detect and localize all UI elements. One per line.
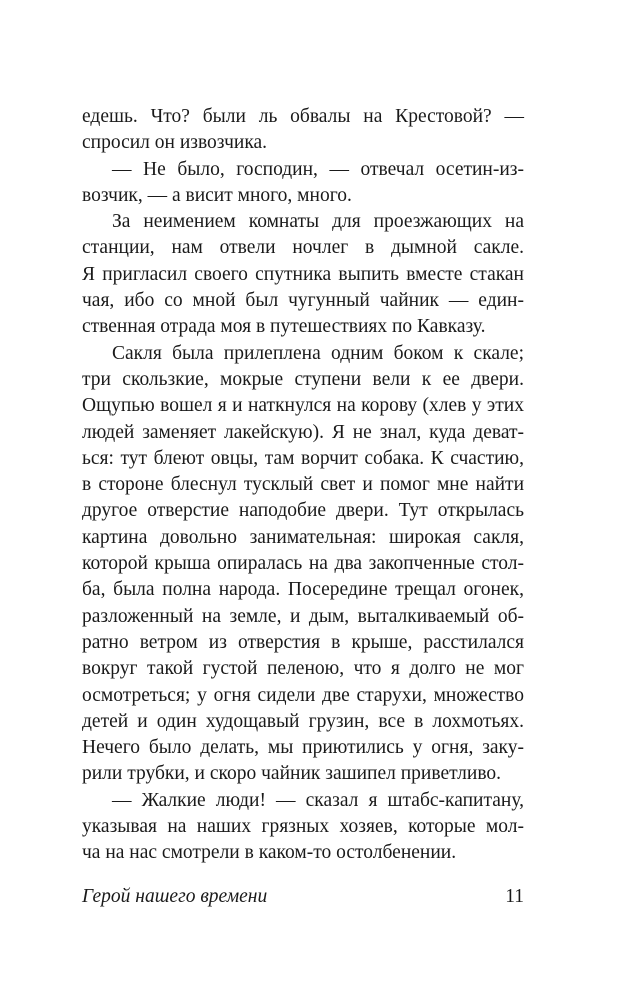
text-line: картина довольно занимательная: широкая сакля, bbox=[82, 526, 524, 548]
text-line: разложенный на земле, и дым, выталкиваемый об- bbox=[82, 605, 524, 627]
text-line: другое отверстие наподобие двери. Тут открылась bbox=[82, 500, 524, 522]
text-line: рили трубки, и скоро чайник зашипел приветливо. bbox=[82, 763, 502, 785]
text-line: возчик, — а висит много, много. bbox=[82, 184, 352, 206]
text-line: вокруг такой густой пеленою, что я долго не мог bbox=[82, 658, 524, 680]
text-line: Нечего было делать, мы приютились у огня, заку- bbox=[82, 737, 524, 759]
text-line: ча на нас смотрели в каком-то остолбенении. bbox=[82, 842, 457, 864]
text-line: осмотреться; у огня сидели две старухи, множество bbox=[82, 684, 524, 706]
text-line: станции, нам отвели ночлег в дымной сакле. bbox=[82, 237, 524, 259]
text-line: — Жалкие люди! — сказал я штабс-капитану, bbox=[112, 789, 524, 811]
text-line: указывая на наших грязных хозяев, которые мол- bbox=[82, 816, 524, 838]
text-line: Я пригласил своего спутника выпить вместе стакан bbox=[82, 263, 524, 285]
text-line: людей заменяет лакейскую). Я не знал, куда деват- bbox=[82, 421, 524, 443]
text-line: в стороне блеснул тусклый свет и помог мне найти bbox=[82, 474, 524, 496]
page-number: 11 bbox=[505, 886, 524, 907]
page-body bbox=[82, 104, 524, 867]
text-line: детей и один худощавый грузин, все в лохмотьях. bbox=[82, 710, 524, 732]
text-line: За неимением комнаты для проезжающих на bbox=[112, 211, 524, 233]
running-title: Герой нашего времени bbox=[82, 886, 268, 907]
text-line: ба, была полна народа. Посередине трещал огонек, bbox=[82, 579, 524, 601]
text-line: едешь. Что? были ль обвалы на Крестовой? — bbox=[82, 106, 524, 127]
text-line: три скользкие, мокрые ступени вели к ее двери. bbox=[82, 368, 524, 390]
text-line: Сакля была прилеплена одним боком к скале; bbox=[112, 342, 524, 364]
text-line: — Не было, господин, — отвечал осетин-из- bbox=[112, 158, 524, 180]
text-line: чая, ибо со мной был чугунный чайник — един- bbox=[82, 290, 524, 312]
text-line: спросил он извозчика. bbox=[82, 132, 268, 154]
text-line: ственная отрада моя в путешествиях по Кавказу. bbox=[82, 316, 486, 338]
text-line: Ощупью вошел я и наткнулся на корову (хлев у этих bbox=[82, 395, 524, 417]
text-line: ься: тут блеют овцы, там ворчит собака. К счастию, bbox=[82, 447, 524, 469]
text-line: ратно ветром из отверстия в крыше, расстилался bbox=[82, 631, 524, 653]
text-line: которой крыша опиралась на два закопченные стол- bbox=[82, 553, 524, 575]
